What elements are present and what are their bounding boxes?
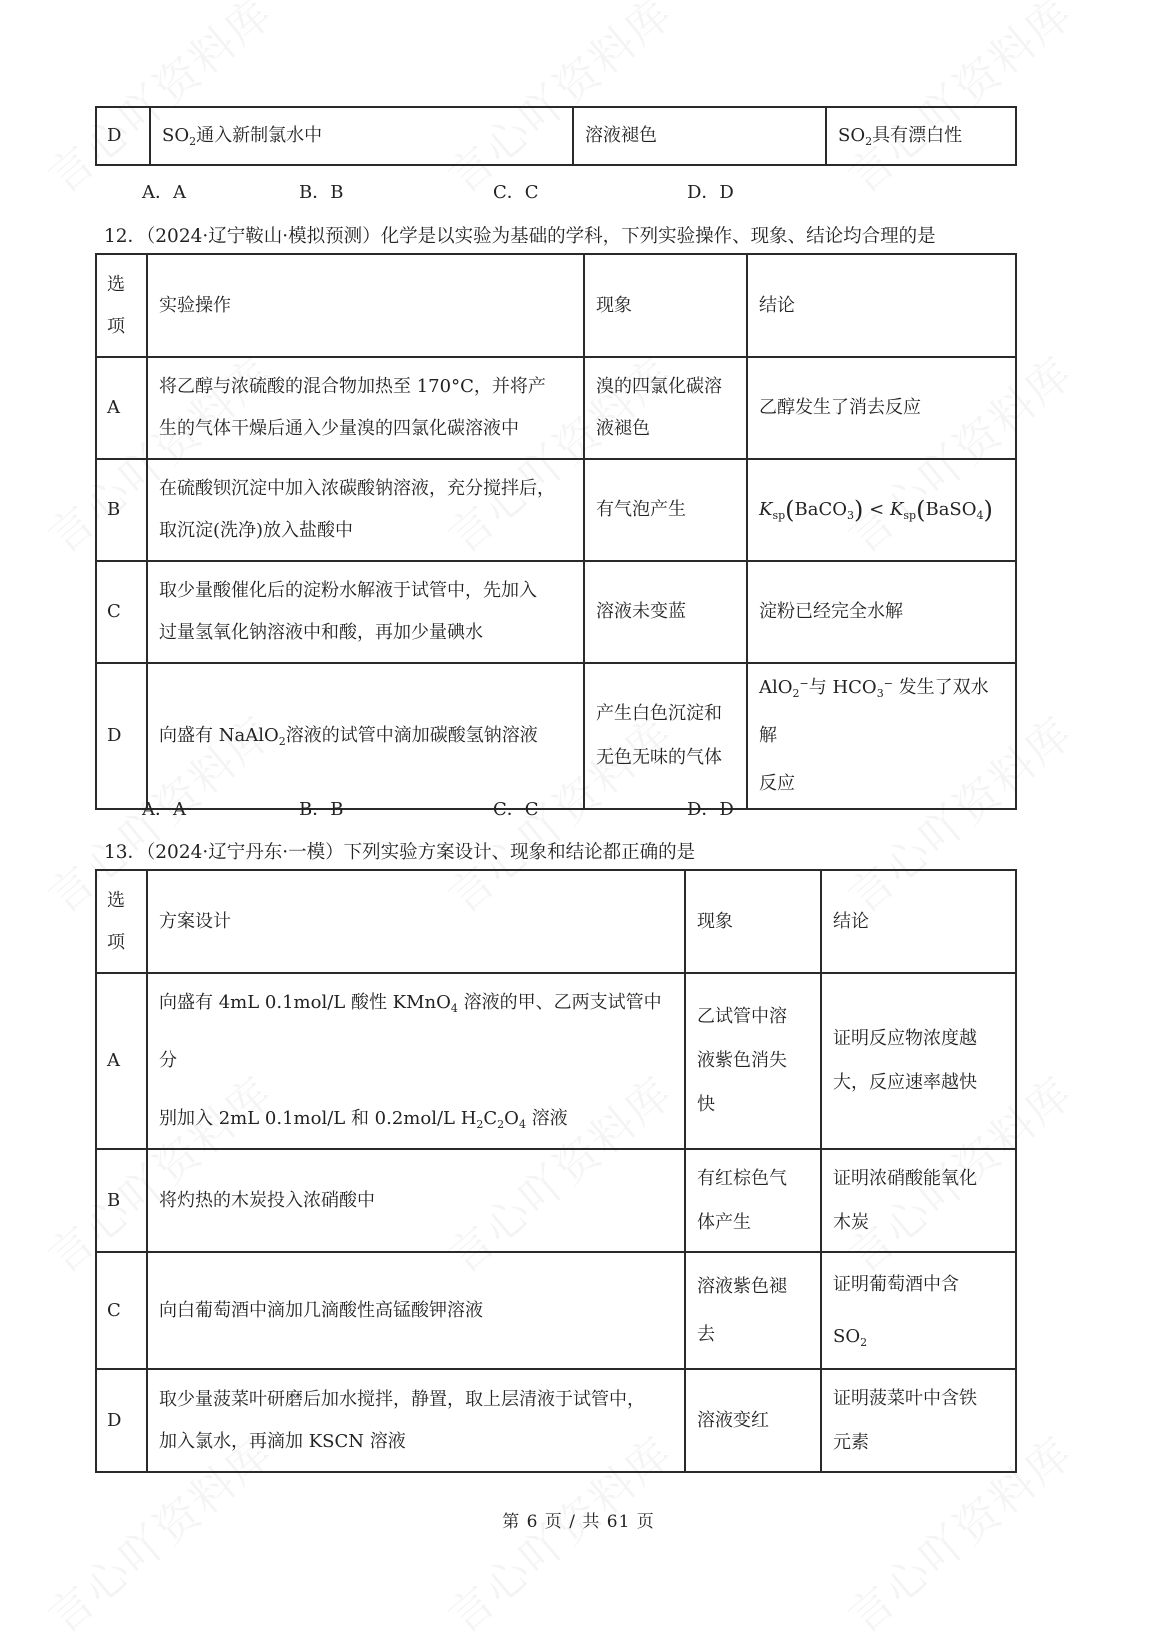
conclusion-cell: 证明菠菜叶中含铁 元素 bbox=[821, 1369, 1016, 1472]
option-cell: C bbox=[96, 1252, 147, 1369]
q12-stem: 12．（2024·辽宁鞍山·模拟预测）化学是以实验为基础的学科，下列实验操作、现象、结论均合理的是 bbox=[104, 226, 936, 247]
choice-d[interactable]: D．D bbox=[687, 799, 734, 820]
phenomenon-cell: 溶液褪色 bbox=[573, 107, 826, 165]
table-row bbox=[96, 1369, 1016, 1472]
table-row bbox=[96, 973, 1016, 1149]
design-header: 方案设计 bbox=[147, 870, 685, 973]
table-row bbox=[96, 459, 1016, 561]
table-row bbox=[96, 1252, 1016, 1369]
option-cell: B bbox=[96, 459, 147, 561]
operation-cell: 将乙醇与浓硫酸的混合物加热至 170°C，并将产 生的气体干燥后通入少量溴的四氯化碳溶液中 bbox=[147, 357, 584, 459]
choice-a[interactable]: A．A bbox=[142, 182, 186, 203]
option-cell: A bbox=[96, 357, 147, 459]
conclusion-cell: 证明浓硝酸能氧化 木炭 bbox=[821, 1149, 1016, 1252]
phenomenon-cell: 产生白色沉淀和 无色无味的气体 bbox=[584, 663, 747, 809]
phenomenon-cell: 有气泡产生 bbox=[584, 459, 747, 561]
table-header-row bbox=[96, 254, 1016, 357]
operation-header: 实验操作 bbox=[147, 254, 584, 357]
conclusion-cell: 乙醇发生了消去反应 bbox=[747, 357, 1016, 459]
table-row bbox=[96, 107, 1016, 165]
phenomenon-cell: 溴的四氯化碳溶 液褪色 bbox=[584, 357, 747, 459]
option-cell: D bbox=[96, 107, 150, 165]
phenomenon-header: 现象 bbox=[685, 870, 821, 973]
choice-a[interactable]: A．A bbox=[142, 799, 186, 820]
conclusion-cell: 证明葡萄酒中含 $SO_2$ bbox=[821, 1252, 1016, 1369]
operation-cell: 在硫酸钡沉淀中加入浓碳酸钠溶液，充分搅拌后， 取沉淀(洗净)放入盐酸中 bbox=[147, 459, 584, 561]
choice-b[interactable]: B．B bbox=[299, 182, 344, 203]
design-cell: 向盛有 4mL 0.1mol/L 酸性 KMnO$_4$ 溶液的甲、乙两支试管中分 别加入 2mL 0.1mol/L 和 0.2mol/L $H_2C_2O_4$ 溶液 bbox=[147, 973, 685, 1149]
table-row bbox=[96, 663, 1016, 809]
table-row bbox=[96, 561, 1016, 663]
phenomenon-cell: 溶液紫色褪 去 bbox=[685, 1252, 821, 1369]
q11-table-tail bbox=[95, 106, 1017, 166]
choice-c[interactable]: C．C bbox=[493, 799, 539, 820]
design-cell: 取少量菠菜叶研磨后加水搅拌，静置，取上层清液于试管中， 加入氯水，再滴加 KSCN 溶液 bbox=[147, 1369, 685, 1472]
conclusion-cell: $SO_2$具有漂白性 bbox=[826, 107, 1016, 165]
page-number: 第 6 页 / 共 61 页 bbox=[502, 1512, 655, 1532]
table-header-row bbox=[96, 870, 1016, 973]
choice-d[interactable]: D．D bbox=[687, 182, 734, 203]
phenomenon-cell: 溶液变红 bbox=[685, 1369, 821, 1472]
operation-cell: 取少量酸催化后的淀粉水解液于试管中，先加入 过量氢氧化钠溶液中和酸，再加少量碘水 bbox=[147, 561, 584, 663]
option-cell: D bbox=[96, 663, 147, 809]
operation-cell: 向盛有 NaAlO$_2$溶液的试管中滴加碳酸氢钠溶液 bbox=[147, 663, 584, 809]
phenomenon-cell: 有红棕色气 体产生 bbox=[685, 1149, 821, 1252]
option-cell: C bbox=[96, 561, 147, 663]
conclusion-cell: AlO$_2$−与 $HCO_3^-$ 发生了双水解 反应 bbox=[747, 663, 1016, 809]
q12-table bbox=[95, 253, 1017, 810]
conclusion-cell: 证明反应物浓度越 大，反应速率越快 bbox=[821, 973, 1016, 1149]
choice-b[interactable]: B．B bbox=[299, 799, 344, 820]
q13-table bbox=[95, 869, 1017, 1473]
conclusion-header: 结论 bbox=[821, 870, 1016, 973]
phenomenon-cell: 乙试管中溶 液紫色消失 快 bbox=[685, 973, 821, 1149]
option-cell: D bbox=[96, 1369, 147, 1472]
operation-cell: $SO_2$通入新制氯水中 bbox=[150, 107, 573, 165]
option-header: 选 项 bbox=[96, 870, 147, 973]
design-cell: 将灼热的木炭投入浓硝酸中 bbox=[147, 1149, 685, 1252]
option-cell: B bbox=[96, 1149, 147, 1252]
conclusion-header: 结论 bbox=[747, 254, 1016, 357]
phenomenon-header: 现象 bbox=[584, 254, 747, 357]
choice-c[interactable]: C．C bbox=[493, 182, 539, 203]
phenomenon-cell: 溶液未变蓝 bbox=[584, 561, 747, 663]
q13-stem: 13．（2024·辽宁丹东·一模）下列实验方案设计、现象和结论都正确的是 bbox=[104, 842, 696, 863]
conclusion-cell: 淀粉已经完全水解 bbox=[747, 561, 1016, 663]
table-row bbox=[96, 1149, 1016, 1252]
table-row bbox=[96, 357, 1016, 459]
option-cell: A bbox=[96, 973, 147, 1149]
option-header: 选 项 bbox=[96, 254, 147, 357]
conclusion-cell: $K_{sp}(BaCO_3)$ < $K_{sp}(BaSO_4)$ bbox=[747, 459, 1016, 561]
design-cell: 向白葡萄酒中滴加几滴酸性高锰酸钾溶液 bbox=[147, 1252, 685, 1369]
